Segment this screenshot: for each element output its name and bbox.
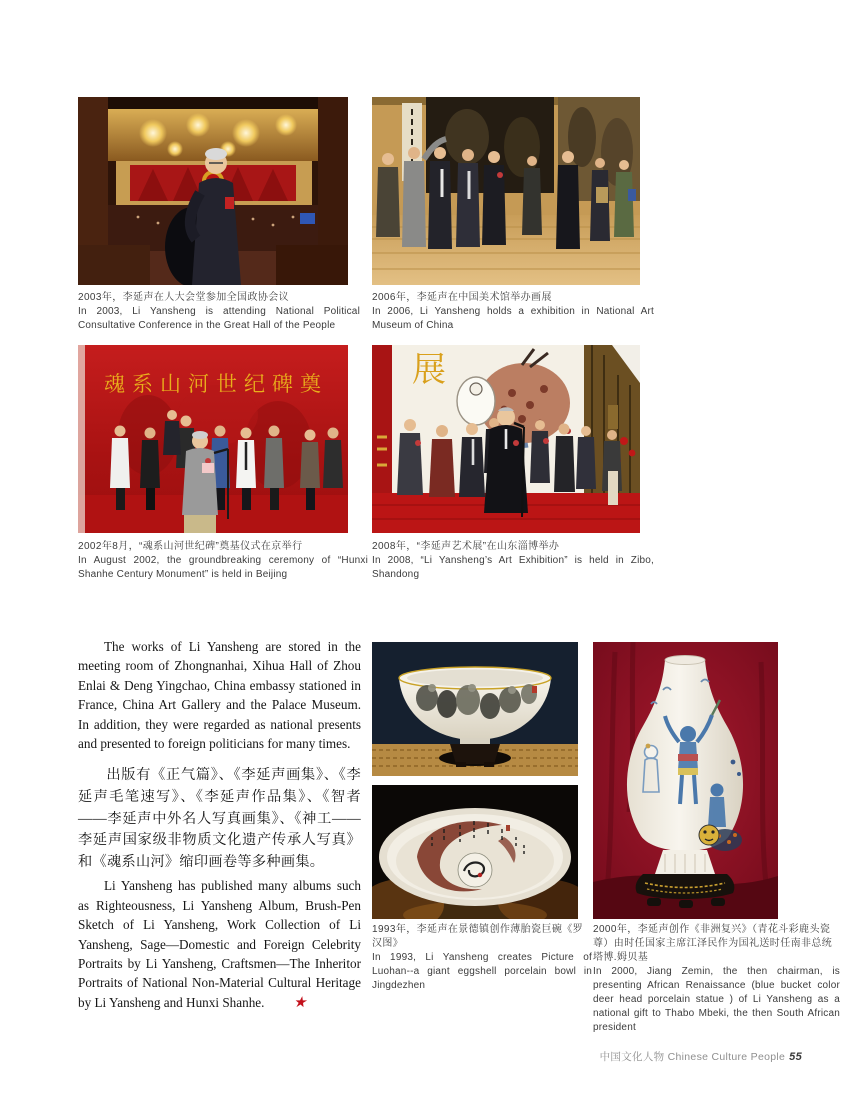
- photo-vase-illustration: [593, 642, 778, 919]
- caption-2002-en: In August 2002, the groundbreaking ceremony of “Hunxi Shanhe Century Monument” is held in Beijing: [78, 555, 368, 580]
- red-star-icon: ★: [292, 994, 310, 1011]
- caption-2006-en: In 2006, Li Yansheng holds a exhibition in National Art Museum of China: [372, 306, 654, 331]
- paragraph-publications-en: [78, 876, 361, 1012]
- photo-2002-groundbreaking: [78, 345, 348, 533]
- gold-banner-text: 魂系山河世纪碑奠: [104, 372, 328, 396]
- photo-2003-illustration: [78, 97, 348, 285]
- caption-2008-en: In 2008, “Li Yansheng’s Art Exhibition” is held in Zibo, Shandong: [372, 555, 654, 580]
- caption-2008: [372, 540, 654, 582]
- gold-exhibition-char: 展: [412, 350, 446, 390]
- caption-2000-en: In 2000, Jiang Zemin, the then chairman, is presenting African Renaissance (blue bucket color deer head porcelain statue ) of Li Yansheng as a national gift to Thabo Mbeki, the then South African president: [593, 966, 840, 1033]
- caption-2000-cn: 2000年，李延声创作《非洲复兴》（青花斗彩鹿头瓷尊）由时任国家主席江泽民作为国礼送时任南非总统塔博.姆贝基: [593, 924, 833, 963]
- page-number: 55: [789, 1051, 802, 1063]
- paragraph-publications-en-text: Li Yansheng has published many albums such as Righteousness, Li Yansheng Album, Brush-Pen Sketch of Li Yansheng, Work Collection of Li Yansheng, Sage—Domestic and Foreign Celebrity Portraits by Li Yansheng, Craftsmen—The Inheritor Portraits of National Non-Material Cultural Heritage by Li Yansheng and Hunxi Shanhe.: [78, 878, 361, 1010]
- caption-2008-cn: 2008年，“李延声艺术展”在山东淄博举办: [372, 541, 560, 552]
- caption-2003: [78, 291, 360, 333]
- photo-1993-bowl-exterior: [372, 642, 578, 776]
- photo-2006-illustration: [372, 97, 640, 285]
- caption-2002-cn: 2002年8月，“魂系山河世纪碑”奠基仪式在京举行: [78, 541, 303, 552]
- caption-2006-cn: 2006年，李延声在中国美术馆举办画展: [372, 292, 552, 303]
- bowl-interior: [379, 808, 571, 906]
- caption-2000: [593, 923, 840, 1035]
- caption-2003-cn: 2003年，李延声在人大会堂参加全国政协会议: [78, 292, 290, 303]
- paragraph-works-stored: The works of Li Yansheng are stored in the meeting room of Zhongnanhai, Xihua Hall of Zhou Enlai & Deng Yingchao, China embassy stationed in France, China Art Gallery and the Palace Museum. In addition, they were regarded as national presents and presented to foreign politicians for many times.: [78, 639, 361, 752]
- photo-2003-great-hall: [78, 97, 348, 285]
- photo-2000-vase: [593, 642, 778, 919]
- caption-2002: [78, 540, 368, 582]
- photo-bowl-interior: [372, 785, 578, 919]
- paragraph-publications-cn: 出版有《正气篇》、《李延声画集》、《李延声毛笔速写》、《李延声作品集》、《智者——李延声中外名人写真画集》、《神工——李延声国家级非物质文化遗产传承人写真》和《魂系山河》缩印画卷等多种画集。: [78, 767, 361, 870]
- photo-bowl-interior-illustration: [372, 785, 578, 919]
- photo-2008-exhibition: [372, 345, 640, 533]
- caption-1993-cn: 1993年，李延声在景德镇创作薄胎瓷巨碗《罗汉图》: [372, 924, 584, 949]
- photo-bowl-exterior-illustration: [372, 642, 578, 776]
- photo-2008-illustration: [372, 345, 640, 533]
- body-text-column: [78, 637, 361, 1012]
- photo-2002-illustration: [78, 345, 348, 533]
- caption-1993-en: In 1993, Li Yansheng creates Picture of Luohan--a giant eggshell porcelain bowl in Jingdezhen: [372, 952, 592, 991]
- photo-2006-art-museum: [372, 97, 640, 285]
- caption-1993: [372, 923, 592, 993]
- caption-2006: [372, 291, 654, 333]
- footer-title: 中国文化人物 Chinese Culture People: [599, 1051, 786, 1063]
- page-footer: [600, 1049, 802, 1064]
- caption-2003-en: In 2003, Li Yansheng is attending National Political Consultative Conference in the Great Hall of the People: [78, 306, 360, 331]
